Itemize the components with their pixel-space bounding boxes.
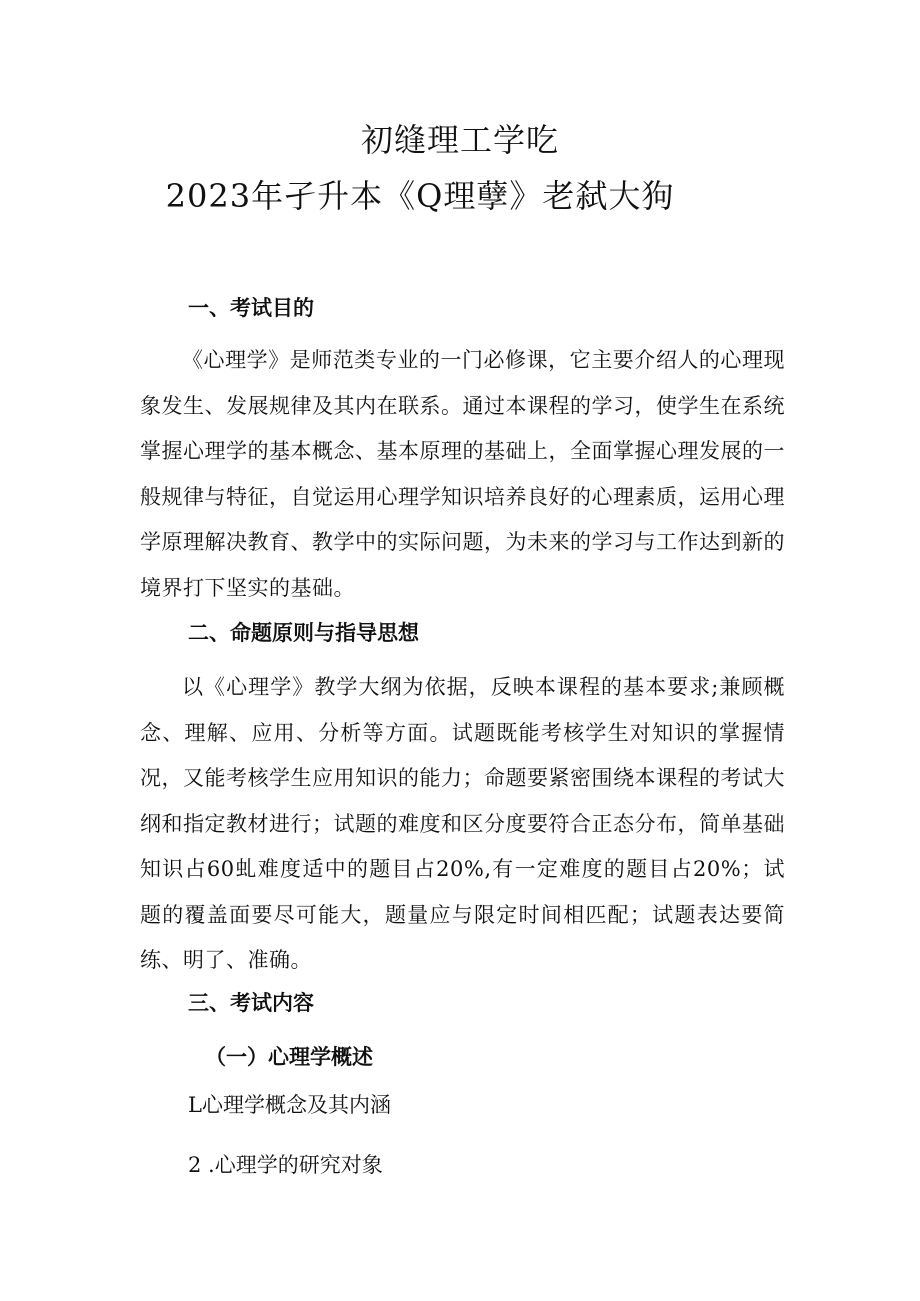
section-paragraph-principles: 以《心理学》教学大纲为依据，反映本课程的基本要求;兼顾概念、理解、应用、分析等方面。试题既能考核学生对知识的掌握情况，又能考核学生应用知识的能力；命题要紧密围绕本课程的考试大纲和指定教材进行；试题的难度和区分度要符合正态分布，简单基础知识占60虬难度适中的题目占20%,有一定难度的题目占20%；试题的覆盖面要尽可能大，题量应与限定时间相匹配；试题表达要简练、明了、准确。 [140, 675, 785, 972]
subsection-heading-psychology-overview: （一）心理学概述 [205, 1045, 373, 1069]
section-heading-exam-purpose: 一、考试目的 [188, 296, 314, 320]
section-heading-exam-content: 三、考试内容 [188, 991, 314, 1015]
section-paragraph-exam-purpose: 《心理学》是师范类专业的一门必修课，它主要介绍人的心理现象发生、发展规律及其内在联系。通过本课程的学习，使学生在系统掌握心理学的基本概念、基本原理的基础上，全面掌握心理发展的一般规律与特征，自觉运用心理学知识培养良好的心理素质，运用心理学原理解决教育、教学中的实际问题，为未来的学习与工作达到新的境界打下坚实的基础。 [140, 348, 785, 600]
list-item: 2 .心理学的研究对象 [188, 1153, 383, 1177]
section-heading-principles: 二、命题原则与指导思想 [188, 621, 419, 645]
list-item: L心理学概念及其内涵 [188, 1093, 391, 1117]
document-title-line-2: 2023年孑升本《Q理孽》老弑大狗 [165, 177, 675, 215]
document-title-line-1: 初缝理工学吃 [360, 121, 559, 159]
